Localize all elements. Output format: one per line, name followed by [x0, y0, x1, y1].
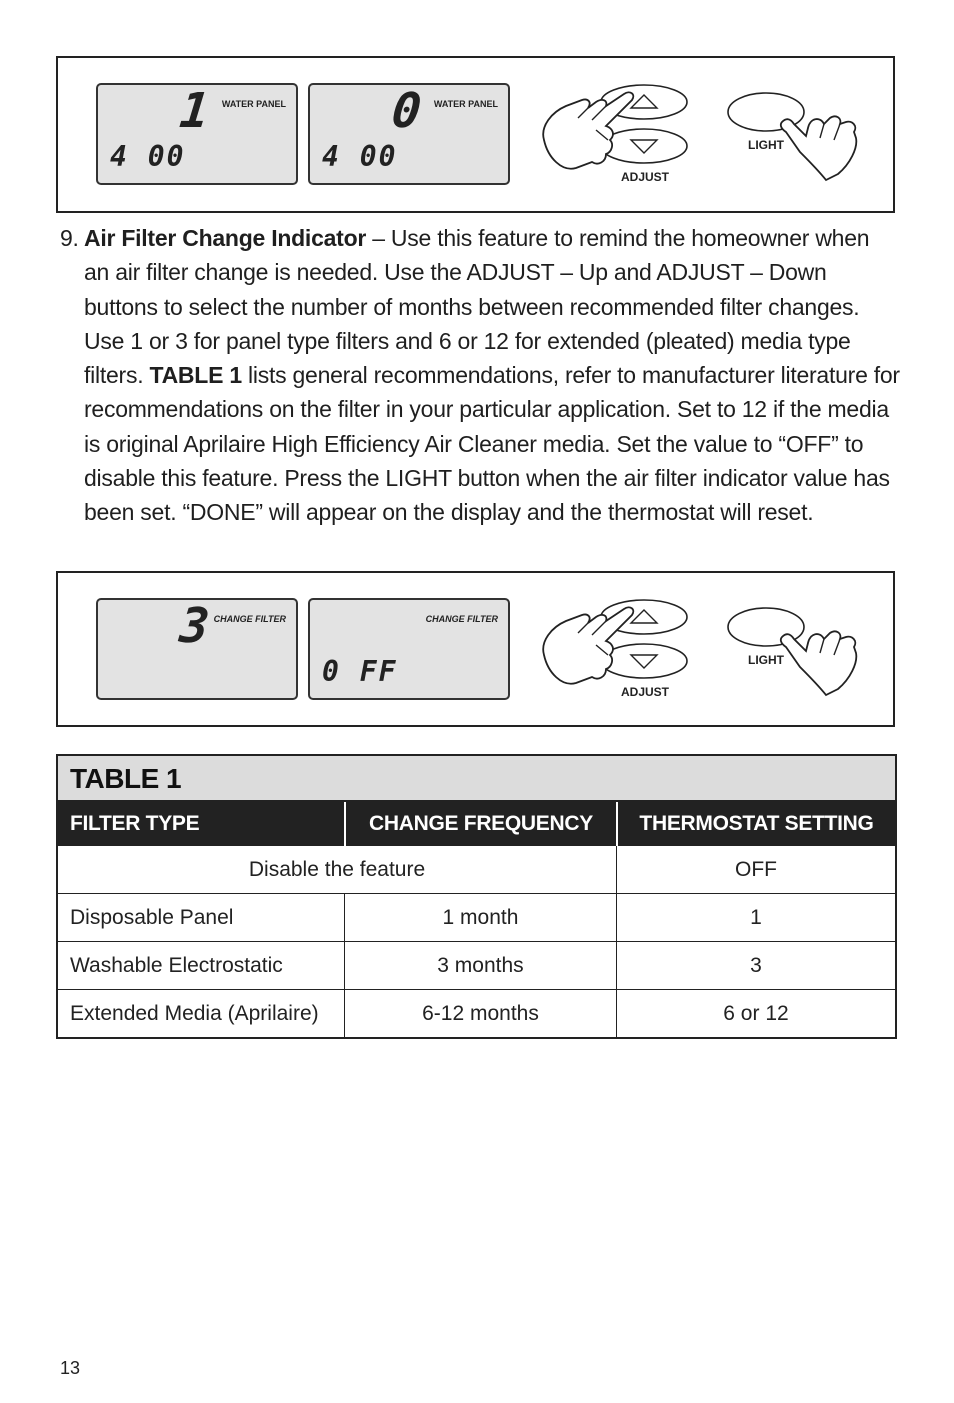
light-button-hand-icon: [726, 88, 866, 188]
lcd-display-2: [308, 598, 510, 700]
change-filter-figure: [56, 571, 895, 727]
table-reference: TABLE 1: [149, 362, 242, 389]
step-text-1: – Use this feature to remind the homeowner when an air filter change is needed. Use the ADJUST – Up and ADJUST – Down buttons to select the number of months between recommended filter changes. Use 1 or 3 for panel type filters and 6 or 12 for extended (pleated) media type filters.: [84, 225, 870, 389]
lcd-tag: WATER PANEL: [221, 99, 286, 109]
header-filter-type: FILTER TYPE: [70, 812, 200, 835]
table-cell: 6 or 12: [616, 990, 895, 1037]
table-cell: Disable the feature: [248, 858, 426, 881]
page-number: 13: [60, 1358, 81, 1378]
lcd-digit: 1: [177, 83, 212, 139]
table-cell: 3: [616, 942, 895, 989]
lcd-digit: 0: [389, 83, 424, 139]
adjust-buttons-hand-icon: [536, 82, 696, 192]
lcd-display-1: [96, 598, 298, 700]
lcd-tag: CHANGE FILTER: [213, 614, 286, 624]
lcd-tag: CHANGE FILTER: [425, 614, 498, 624]
table-cell: 6-12 months: [344, 990, 616, 1037]
table-row: [58, 893, 895, 941]
table-title: TABLE 1: [58, 756, 895, 802]
table-cell: Extended Media (Aprilaire): [70, 1002, 319, 1025]
table-cell: Disposable Panel: [70, 906, 234, 929]
table-cell: 1 month: [344, 894, 616, 941]
lcd-value: 4 00: [322, 140, 398, 173]
table-cell: 3 months: [344, 942, 616, 989]
step-number: 9.: [60, 225, 79, 251]
table-body: [58, 846, 895, 1037]
water-panel-figure: [56, 56, 895, 213]
step-text-2: lists general recommendations, refer to manufacturer literature for recommendations on the filter in your particular application. Set to 12 if the media is original Aprilaire High Efficiency Air Cleaner media. Set the value to “OFF” to disable this feature. Press the LIGHT button when the air filter indicator value has been set. “DONE” will appear on the display and the thermostat will reset.: [84, 362, 900, 526]
adjust-buttons-hand-icon: [536, 597, 696, 707]
light-label: LIGHT: [748, 653, 784, 667]
instruction-paragraph: [60, 221, 900, 530]
lcd-digit: 3: [177, 598, 212, 654]
lcd-value: 4 00: [110, 140, 186, 173]
filter-table: [56, 754, 897, 1039]
table-cell: Washable Electrostatic: [70, 954, 283, 977]
header-change-frequency: CHANGE FREQUENCY: [344, 802, 616, 846]
adjust-label: ADJUST: [621, 685, 670, 699]
step-title: Air Filter Change Indicator: [84, 225, 367, 251]
lcd-value: 0 FF: [322, 655, 398, 688]
light-button-hand-icon: [726, 603, 866, 703]
table-row: [58, 941, 895, 989]
table-header-row: [58, 802, 895, 846]
table-row: [58, 846, 895, 893]
lcd-tag: WATER PANEL: [433, 99, 498, 109]
table-row: [58, 989, 895, 1037]
header-thermostat-setting: THERMOSTAT SETTING: [616, 802, 895, 846]
table-cell: 1: [616, 894, 895, 941]
table-cell: OFF: [616, 846, 895, 893]
light-label: LIGHT: [748, 138, 784, 152]
lcd-display-2: [308, 83, 510, 185]
adjust-label: ADJUST: [621, 170, 670, 184]
lcd-display-1: [96, 83, 298, 185]
lcd-digit: [390, 604, 423, 648]
